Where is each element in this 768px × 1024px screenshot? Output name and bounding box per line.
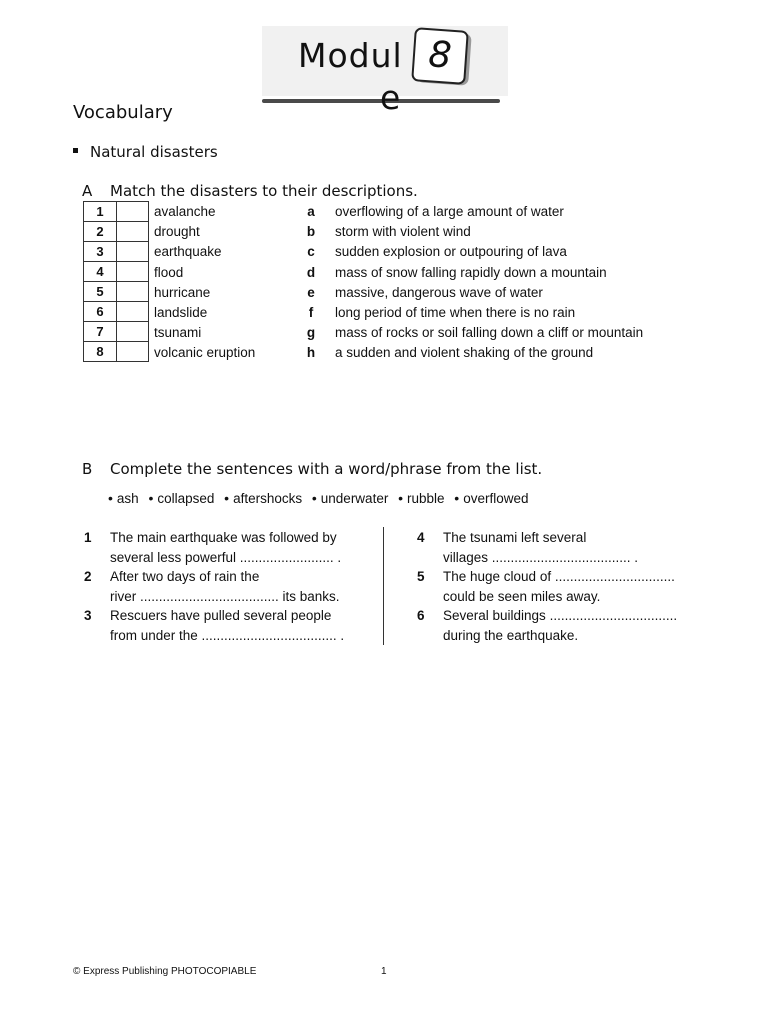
item-number: 2 xyxy=(84,222,117,242)
section-b-label: B xyxy=(82,460,93,478)
sentence-line: from under the .................................... . xyxy=(110,627,345,643)
sentence-line: Several buildings .................................. xyxy=(443,608,678,623)
word-bank-item: • rubble xyxy=(398,490,445,506)
answer-row xyxy=(84,302,149,322)
item-number: 6 xyxy=(84,302,117,322)
column-divider xyxy=(383,527,384,645)
bullet-dot-icon: • xyxy=(311,490,317,506)
item-number: 4 xyxy=(84,262,117,282)
sentence-number: 1 xyxy=(84,530,92,545)
definition-text: sudden explosion or outpouring of lava xyxy=(335,244,567,260)
sentence-line: The main earthquake was followed by xyxy=(110,530,337,545)
definition-letter: h xyxy=(306,345,316,361)
definition-text: overflowing of a large amount of water xyxy=(335,204,564,219)
definition-text: a sudden and violent shaking of the ground xyxy=(335,345,594,361)
definition-letter: e xyxy=(307,284,315,300)
bullet-dot-icon: • xyxy=(454,490,460,506)
disaster-word: volcanic eruption xyxy=(154,345,256,361)
word-bank xyxy=(108,490,535,506)
word-bank-item: • aftershocks xyxy=(224,490,303,506)
module-number-badge xyxy=(411,27,469,85)
answer-row xyxy=(84,342,149,362)
word-bank-item: • collapsed xyxy=(148,490,215,506)
definition-letter: f xyxy=(308,305,314,321)
square-bullet-icon xyxy=(73,148,78,153)
definition-letters xyxy=(303,202,319,364)
answer-row xyxy=(84,242,149,262)
vocabulary-heading: Vocabulary xyxy=(73,102,173,123)
bullet-dot-icon: • xyxy=(148,490,154,506)
disaster-word: landslide xyxy=(154,305,208,321)
definition-text: mass of snow falling rapidly down a mountain xyxy=(335,264,607,280)
definition-text: massive, dangerous wave of water xyxy=(335,284,543,300)
answer-box[interactable] xyxy=(117,342,149,362)
answer-box[interactable] xyxy=(117,262,149,282)
sentence-line: The huge cloud of ................................ xyxy=(443,569,675,584)
item-number: 3 xyxy=(84,242,117,262)
item-number: 5 xyxy=(84,282,117,302)
item-number: 7 xyxy=(84,322,117,342)
answer-box[interactable] xyxy=(117,302,149,322)
topic-row xyxy=(73,143,218,161)
sentence-line: during the earthquake. xyxy=(443,627,579,643)
sentence-number: 6 xyxy=(417,608,425,623)
section-a-instruction: Match the disasters to their descriptions. xyxy=(110,182,418,200)
definition-text: mass of rocks or soil falling down a cliff or mountain xyxy=(335,325,644,341)
definition-letter: c xyxy=(307,244,315,260)
sentence-line: Rescuers have pulled several people xyxy=(110,608,332,623)
section-b-instruction: Complete the sentences with a word/phrase from the list. xyxy=(110,460,543,478)
disaster-word-list xyxy=(154,202,255,364)
item-number: 8 xyxy=(84,342,117,362)
definition-letter: g xyxy=(306,325,316,341)
answer-row xyxy=(84,202,149,222)
section-a-label: A xyxy=(82,182,93,200)
bullet-dot-icon: • xyxy=(224,490,230,506)
answer-box[interactable] xyxy=(117,322,149,342)
answer-row xyxy=(84,262,149,282)
module-header xyxy=(262,26,508,117)
word-bank-item: • underwater xyxy=(311,490,389,506)
answer-row xyxy=(84,222,149,242)
answer-box[interactable] xyxy=(117,222,149,242)
sentence-line: several less powerful ......................... . xyxy=(110,549,342,565)
sentence-number: 3 xyxy=(84,608,92,623)
sentence-number: 5 xyxy=(417,569,425,584)
bullet-dot-icon: • xyxy=(398,490,403,506)
module-title-wrap: e xyxy=(380,78,401,117)
footer-copyright: © Express Publishing PHOTOCOPIABLE xyxy=(73,966,257,977)
page-number: 1 xyxy=(381,966,387,977)
module-number: 8 xyxy=(427,34,453,77)
module-title: Modul xyxy=(298,36,409,76)
item-number: 1 xyxy=(84,202,117,222)
sentence-line: After two days of rain the xyxy=(110,569,260,584)
topic-label: Natural disasters xyxy=(90,143,218,161)
sentence-number: 2 xyxy=(84,569,92,584)
sentence-line: villages ..................................... . xyxy=(443,549,639,565)
disaster-word: drought xyxy=(154,224,200,240)
definition-letter: b xyxy=(306,224,316,240)
answer-box[interactable] xyxy=(117,202,149,222)
bullet-dot-icon: • xyxy=(108,490,113,506)
word-bank-item: • overflowed xyxy=(454,490,529,506)
disaster-word: flood xyxy=(154,264,184,280)
answer-row xyxy=(84,322,149,342)
word-bank-item: • ash xyxy=(108,490,139,506)
disaster-word: tsunami xyxy=(154,325,202,341)
definition-letter: d xyxy=(306,264,316,280)
disaster-word: avalanche xyxy=(154,204,216,219)
answer-row xyxy=(84,282,149,302)
definition-list xyxy=(335,202,643,364)
answer-grid xyxy=(83,201,149,362)
definition-letter: a xyxy=(307,204,315,219)
sentence-line: could be seen miles away. xyxy=(443,588,601,604)
disaster-word: earthquake xyxy=(154,244,222,260)
answer-box[interactable] xyxy=(117,282,149,302)
sentence-line: river ..................................... its banks. xyxy=(110,588,340,604)
definition-text: storm with violent wind xyxy=(335,224,471,240)
sentence-line: The tsunami left several xyxy=(443,530,587,545)
answer-box[interactable] xyxy=(117,242,149,262)
definition-text: long period of time when there is no rain xyxy=(335,305,576,321)
sentence-number: 4 xyxy=(417,530,425,545)
disaster-word: hurricane xyxy=(154,284,211,300)
